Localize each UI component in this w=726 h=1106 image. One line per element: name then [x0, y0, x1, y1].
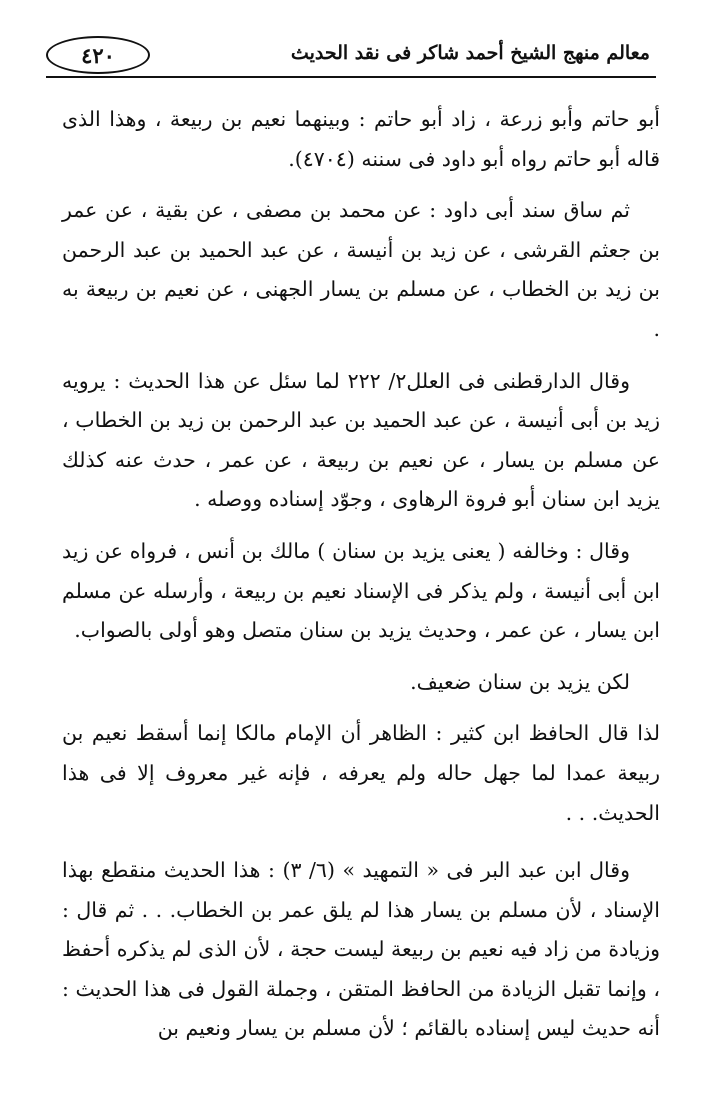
paragraph-1: أبو حاتم وأبو زرعة ، زاد أبو حاتم : وبينهما نعيم بن ربيعة ، وهذا الذى قاله أبو حاتم رواه أبو داود فى سننه (٤٧٠٤). [62, 107, 660, 171]
page-header [46, 34, 656, 82]
paragraph-4: وقال : وخالفه ( يعنى يزيد بن سنان ) مالك بن أنس ، فرواه عن زيد ابن أبى أنيسة ، ولم يذكر فى الإسناد نعيم بن ربيعة ، وأرسله عن مسلم ابن يسار ، عن عمر ، وحديث يزيد بن سنان متصل وهو أولى بالصواب. [62, 538, 660, 643]
running-title: معالم منهج الشيخ أحمد شاكر فى نقد الحديث [290, 42, 650, 64]
paragraph-2: ثم ساق سند أبى داود : عن محمد بن مصفى ، عن بقية ، عن عمر بن جعثم القرشى ، عن زيد بن أنيسة ، عن عبد الحميد بن عبد الرحمن بن زيد بن الخطاب ، عن مسلم بن يسار الجهنى ، عن نعيم بن ربيعة به . [62, 198, 660, 341]
paragraph-6: لذا قال الحافظ ابن كثير : الظاهر أن الإمام مالكا إنما أسقط نعيم بن ربيعة عمدا لما جهل حاله ولم يعرفه ، فإنه غير معروف إلا فى هذا الحديث. . . [62, 721, 660, 825]
header-divider [46, 76, 656, 78]
paragraph-3: وقال الدارقطنى فى العلل٢/ ٢٢٢ لما سئل عن هذا الحديث : يرويه زيد بن أبى أنيسة ، عن عبد الحميد بن عبد الرحمن بن زيد بن الخطاب ، عن مسلم بن يسار ، عن نعيم بن ربيعة ، عن عمر ، حدث عنه كذلك يزيد ابن سنان أبو فروة الرهاوى ، وجوّد إسناده ووصله . [62, 368, 660, 512]
page-number: ٤٢٠ [81, 42, 115, 68]
page-number-oval [46, 36, 150, 74]
paragraph-5: لكن يزيد بن سنان ضعيف. [410, 669, 630, 694]
body-text [62, 100, 660, 1061]
paragraph-7: وقال ابن عبد البر فى « التمهيد » (٦/ ٣) : هذا الحديث منقطع بهذا الإسناد ، لأن مسلم بن يسار هذا لم يلق عمر بن الخطاب. . . ثم قال : وزيادة من زاد فيه نعيم بن ربيعة ليست حجة ، لأن الذى لم يذكره أحفظ ، وإنما تقبل الزيادة من الحافظ المتقن ، وجملة القول فى هذا الحديث : أنه حديث ليس إسناده بالقائم ؛ لأن مسلم بن يسار ونعيم بن [62, 858, 660, 1041]
